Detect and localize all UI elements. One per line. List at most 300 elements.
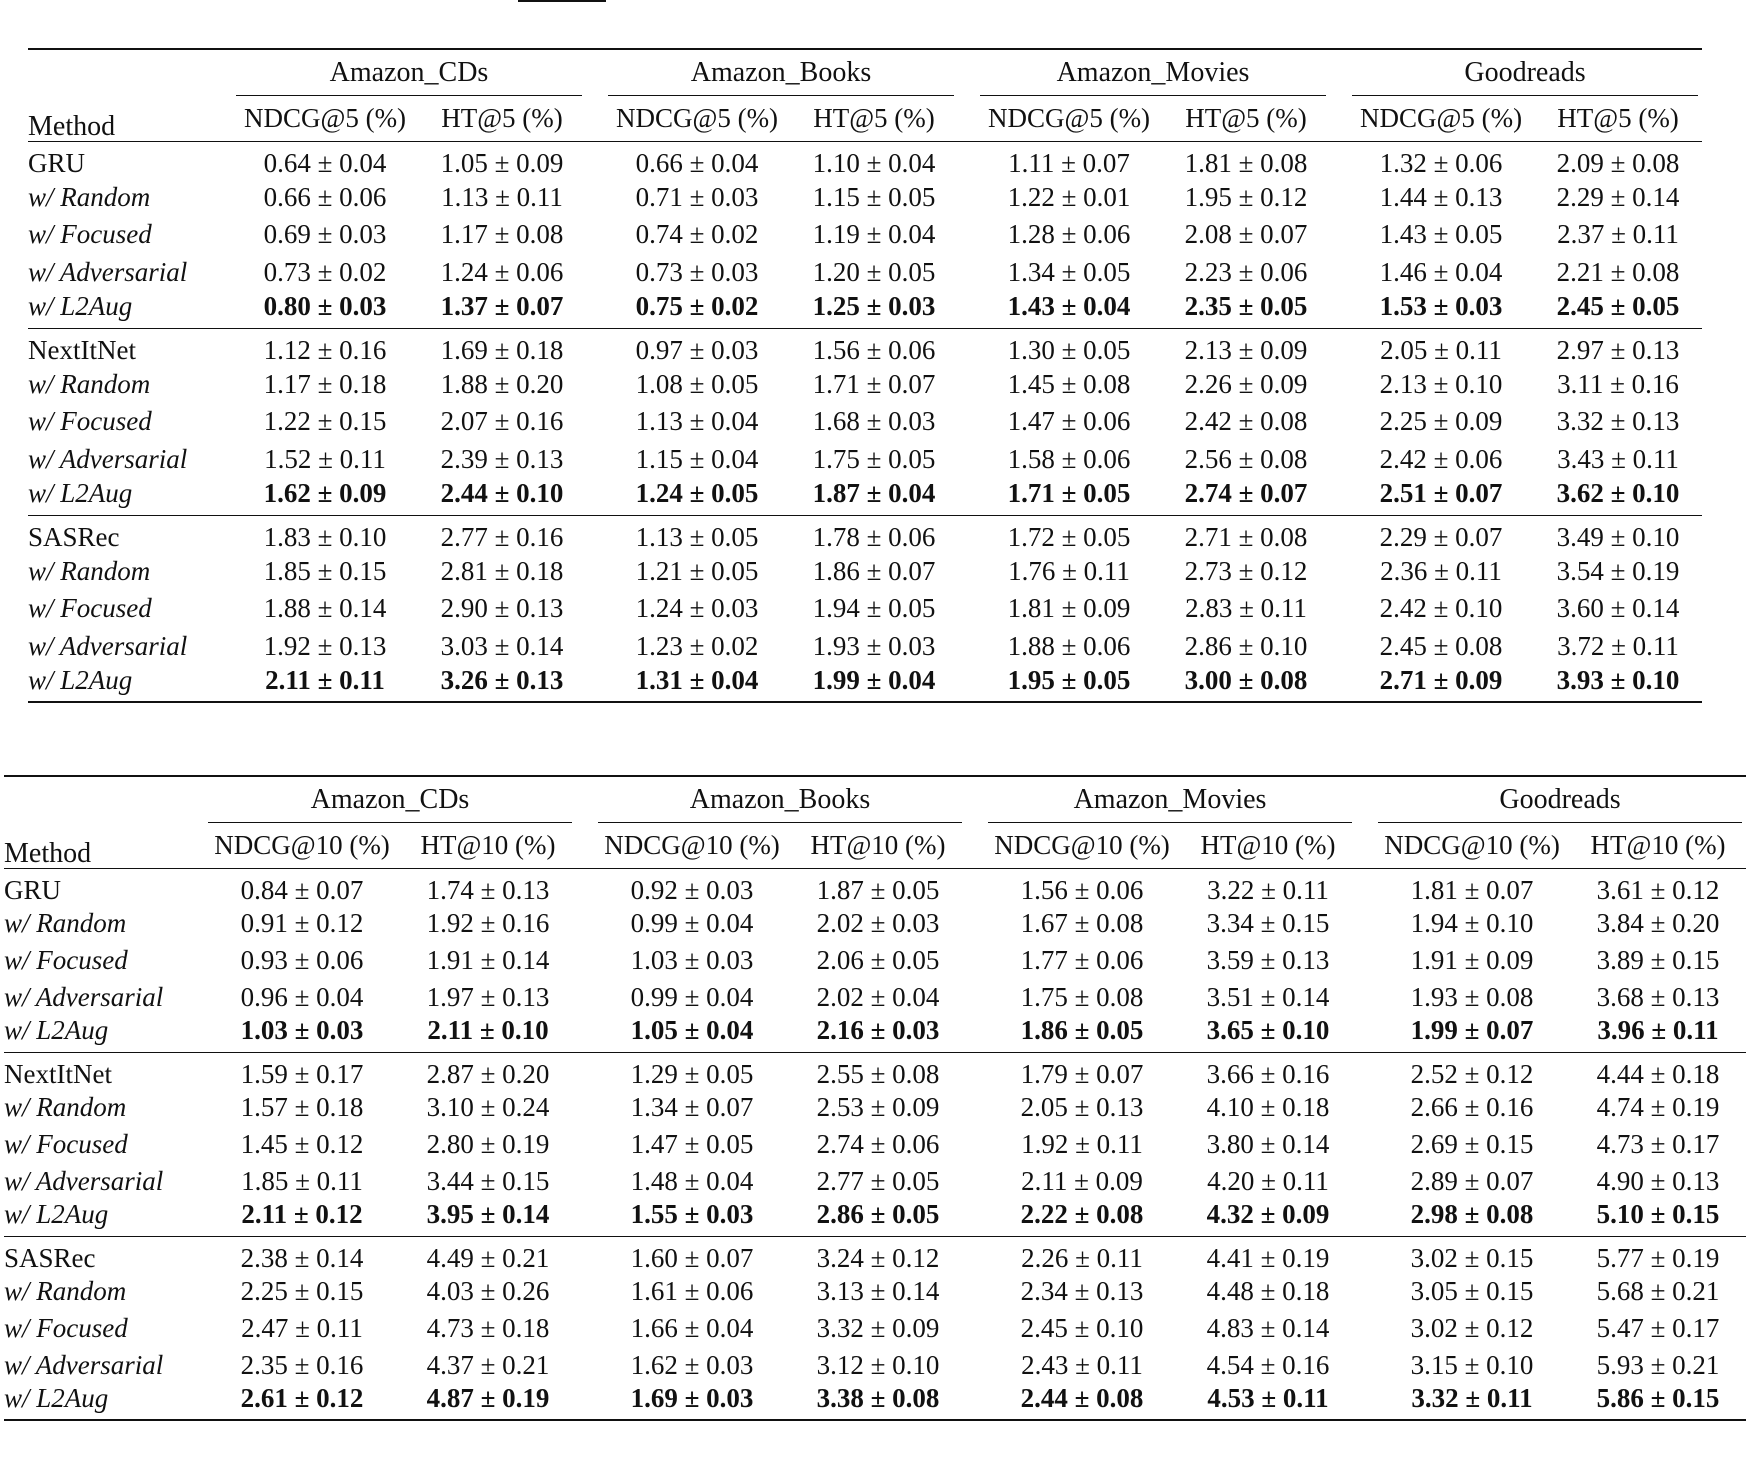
metric-value-cell: 4.41 ± 0.19: [1180, 1236, 1356, 1273]
dataset-name: Amazon_Books: [608, 59, 954, 96]
table-row: [28, 216, 1702, 253]
dataset-name: Amazon_CDs: [208, 786, 572, 823]
column-gap: [214, 96, 232, 142]
metric-value-cell: 2.45 ± 0.05: [1556, 291, 1680, 321]
column-gap: [958, 553, 976, 590]
metric-header: NDCG@10 (%): [1384, 830, 1560, 860]
metric-value-cell: 0.99 ± 0.04: [630, 981, 754, 1012]
column-gap: [586, 49, 604, 96]
metric-value-cell: 2.90 ± 0.13: [440, 593, 564, 624]
metric-value-cell: 2.42 ± 0.10: [1379, 593, 1503, 624]
metric-value-cell: 3.13 ± 0.14: [816, 1276, 940, 1307]
metric-value-cell: 1.24 ± 0.05: [635, 477, 759, 508]
column-gap: [958, 254, 976, 291]
table-row: [28, 590, 1702, 627]
column-gap: [1330, 291, 1348, 328]
metric-value-cell: 1.12 ± 0.16: [232, 328, 418, 365]
method-column-header: Method: [28, 49, 214, 142]
metric-value-cell: 2.23 ± 0.06: [1184, 256, 1308, 287]
metric-value-cell: 1.61 ± 0.06: [630, 1276, 754, 1307]
metric-value-cell: 2.53 ± 0.09: [816, 1092, 940, 1123]
column-gap: [586, 179, 604, 216]
column-gap: [576, 905, 594, 942]
column-gap: [966, 1236, 984, 1273]
metric-value-cell: 1.55 ± 0.03: [630, 1199, 754, 1230]
metric-value-cell: 1.91 ± 0.09: [1410, 944, 1534, 975]
metric-value-cell: 1.13 ± 0.11: [441, 182, 563, 213]
metric-value-cell: 1.46 ± 0.04: [1379, 256, 1503, 287]
method-name-cell: w/ Adversarial: [4, 981, 164, 1012]
column-gap: [1330, 328, 1348, 365]
metric-value-cell: 1.45 ± 0.12: [240, 1128, 364, 1159]
metric-value-cell: 4.73 ± 0.18: [426, 1312, 550, 1343]
metric-value-cell: 2.02 ± 0.04: [816, 981, 940, 1012]
metric-value-cell: 1.93 ± 0.03: [812, 630, 936, 661]
metric-value-cell: 2.42 ± 0.08: [1184, 406, 1308, 437]
metric-value-cell: 2.34 ± 0.13: [1020, 1276, 1144, 1307]
method-name-cell: w/ Random: [28, 555, 151, 586]
column-gap: [186, 1052, 204, 1089]
metric-value-cell: 2.66 ± 0.16: [1410, 1092, 1534, 1123]
metric-value-cell: 3.61 ± 0.12: [1570, 869, 1746, 906]
table-row: [28, 478, 1702, 515]
metric-value-cell: 3.80 ± 0.14: [1206, 1128, 1330, 1159]
dataset-header-row: [4, 776, 1746, 823]
metric-header: NDCG@5 (%): [987, 103, 1151, 133]
metric-value-cell: 0.73 ± 0.02: [263, 256, 387, 287]
table-row: [28, 553, 1702, 590]
dataset-name: Amazon_CDs: [236, 59, 582, 96]
metric-value-cell: 4.32 ± 0.09: [1206, 1199, 1330, 1230]
column-gap: [1330, 49, 1348, 96]
metric-value-cell: 1.81 ± 0.08: [1162, 142, 1330, 179]
table-row: [28, 291, 1702, 328]
metric-value-cell: 4.73 ± 0.17: [1596, 1128, 1720, 1159]
column-gap: [966, 1384, 984, 1421]
table-row: [4, 1089, 1746, 1126]
table-row: [4, 942, 1746, 979]
metric-value-cell: 4.44 ± 0.18: [1570, 1052, 1746, 1089]
metric-value-cell: 3.38 ± 0.08: [790, 1384, 966, 1421]
metric-header: NDCG@10 (%): [994, 830, 1170, 860]
column-gap: [214, 553, 232, 590]
column-gap: [1330, 665, 1348, 702]
metric-header-row: [28, 96, 1702, 142]
table-row: [28, 441, 1702, 478]
dataset-header-amazon-movies: [976, 49, 1330, 96]
metric-value-cell: 1.30 ± 0.05: [976, 328, 1162, 365]
metric-value-cell: 2.45 ± 0.10: [1020, 1312, 1144, 1343]
column-gap: [186, 869, 204, 906]
metric-value-cell: 3.11 ± 0.16: [1557, 369, 1679, 400]
metric-value-cell: 2.47 ± 0.11: [241, 1312, 363, 1343]
column-gap: [958, 515, 976, 552]
column-gap: [186, 1200, 204, 1237]
metric-value-cell: 2.86 ± 0.05: [816, 1199, 940, 1230]
metric-value-cell: 1.94 ± 0.05: [812, 593, 936, 624]
table-row: [28, 366, 1702, 403]
metric-value-cell: 2.25 ± 0.15: [240, 1276, 364, 1307]
column-gap: [958, 628, 976, 665]
column-gap: [586, 590, 604, 627]
metric-value-cell: 2.11 ± 0.12: [241, 1199, 363, 1230]
metric-value-cell: 1.99 ± 0.04: [790, 665, 958, 702]
column-gap: [966, 1163, 984, 1200]
column-gap: [1356, 1347, 1374, 1384]
metric-value-cell: 1.17 ± 0.08: [440, 219, 564, 250]
column-gap: [1356, 823, 1374, 869]
metric-value-cell: 3.59 ± 0.13: [1206, 944, 1330, 975]
metric-value-cell: 2.74 ± 0.07: [1184, 477, 1308, 508]
table-row: [4, 1016, 1746, 1053]
metric-value-cell: 3.51 ± 0.14: [1206, 981, 1330, 1012]
column-gap: [576, 1126, 594, 1163]
metric-value-cell: 1.21 ± 0.05: [635, 555, 759, 586]
metric-header: NDCG@5 (%): [243, 103, 407, 133]
column-gap: [1330, 553, 1348, 590]
method-name-cell: NextItNet: [28, 328, 214, 365]
column-gap: [576, 1384, 594, 1421]
metric-value-cell: 0.92 ± 0.03: [594, 869, 790, 906]
metric-value-cell: 1.58 ± 0.06: [1007, 443, 1131, 474]
metric-value-cell: 1.83 ± 0.10: [232, 515, 418, 552]
column-gap: [186, 1384, 204, 1421]
column-gap: [214, 49, 232, 96]
metric-value-cell: 0.80 ± 0.03: [263, 291, 387, 321]
column-gap: [186, 1347, 204, 1384]
metric-value-cell: 1.57 ± 0.18: [240, 1092, 364, 1123]
metric-value-cell: 2.09 ± 0.08: [1534, 142, 1702, 179]
table-row: [4, 1163, 1746, 1200]
metric-value-cell: 1.24 ± 0.03: [635, 593, 759, 624]
metric-value-cell: 0.71 ± 0.03: [635, 182, 759, 213]
metric-value-cell: 2.52 ± 0.12: [1374, 1052, 1570, 1089]
metric-value-cell: 1.87 ± 0.05: [790, 869, 966, 906]
dataset-name: Amazon_Movies: [988, 786, 1352, 823]
table-row: [4, 1052, 1746, 1089]
metric-value-cell: 1.11 ± 0.07: [976, 142, 1162, 179]
column-gap: [586, 403, 604, 440]
metric-value-cell: 2.61 ± 0.12: [204, 1384, 400, 1421]
metric-value-cell: 1.13 ± 0.05: [604, 515, 790, 552]
column-gap: [1330, 590, 1348, 627]
method-name-cell: GRU: [28, 142, 214, 179]
metric-value-cell: 1.91 ± 0.14: [426, 944, 550, 975]
metric-value-cell: 1.67 ± 0.08: [1020, 908, 1144, 939]
column-gap: [1330, 142, 1348, 179]
metric-value-cell: 2.13 ± 0.09: [1162, 328, 1330, 365]
column-gap: [1356, 1052, 1374, 1089]
metric-value-cell: 1.22 ± 0.01: [1007, 182, 1131, 213]
column-gap: [966, 905, 984, 942]
table-row: [4, 1384, 1746, 1421]
metric-value-cell: 2.11 ± 0.11: [232, 665, 418, 702]
metric-header: NDCG@5 (%): [615, 103, 779, 133]
column-gap: [586, 441, 604, 478]
method-name-cell: w/ L2Aug: [4, 1199, 109, 1230]
metric-value-cell: 1.81 ± 0.09: [1007, 593, 1131, 624]
metric-value-cell: 1.92 ± 0.16: [426, 908, 550, 939]
column-gap: [576, 776, 594, 823]
metric-value-cell: 3.34 ± 0.15: [1206, 908, 1330, 939]
metric-value-cell: 1.75 ± 0.08: [1020, 981, 1144, 1012]
metric-value-cell: 2.35 ± 0.16: [240, 1349, 364, 1380]
metric-value-cell: 2.87 ± 0.20: [400, 1052, 576, 1089]
dataset-name: Goodreads: [1378, 786, 1742, 823]
table-row: [28, 142, 1702, 179]
column-gap: [1330, 254, 1348, 291]
metric-value-cell: 1.28 ± 0.06: [1007, 219, 1131, 250]
metric-header: HT@5 (%): [441, 103, 563, 133]
column-gap: [576, 1163, 594, 1200]
column-gap: [214, 590, 232, 627]
metric-value-cell: 1.29 ± 0.05: [594, 1052, 790, 1089]
metric-value-cell: 1.25 ± 0.03: [812, 291, 936, 321]
table-row: [28, 665, 1702, 702]
method-name-cell: w/ Adversarial: [28, 256, 188, 287]
metric-value-cell: 2.37 ± 0.11: [1557, 219, 1679, 250]
metric-value-cell: 1.81 ± 0.07: [1374, 869, 1570, 906]
dataset-header-amazon-books: [594, 776, 966, 823]
metric-value-cell: 2.44 ± 0.08: [984, 1384, 1180, 1421]
metric-value-cell: 1.85 ± 0.11: [241, 1165, 363, 1196]
metric-value-cell: 5.10 ± 0.15: [1596, 1199, 1720, 1230]
metric-value-cell: 1.47 ± 0.05: [630, 1128, 754, 1159]
metric-value-cell: 2.02 ± 0.03: [816, 908, 940, 939]
column-gap: [1356, 1089, 1374, 1126]
metric-value-cell: 2.71 ± 0.08: [1162, 515, 1330, 552]
column-gap: [214, 142, 232, 179]
column-gap: [186, 1126, 204, 1163]
metric-value-cell: 3.26 ± 0.13: [418, 665, 586, 702]
column-gap: [958, 291, 976, 328]
column-gap: [586, 553, 604, 590]
column-gap: [958, 328, 976, 365]
column-gap: [186, 979, 204, 1016]
metric-value-cell: 1.53 ± 0.03: [1379, 291, 1503, 321]
metric-value-cell: 2.22 ± 0.08: [1020, 1199, 1144, 1230]
metric-value-cell: 0.64 ± 0.04: [232, 142, 418, 179]
results-table-at-5: [28, 48, 1702, 703]
column-gap: [214, 441, 232, 478]
metric-value-cell: 1.86 ± 0.05: [1020, 1015, 1144, 1046]
metric-value-cell: 1.44 ± 0.13: [1379, 182, 1503, 213]
method-name-cell: w/ Focused: [4, 1128, 128, 1159]
column-gap: [1356, 1384, 1374, 1421]
metric-value-cell: 4.54 ± 0.16: [1206, 1349, 1330, 1380]
column-gap: [214, 366, 232, 403]
column-gap: [1330, 478, 1348, 515]
column-gap: [1356, 1016, 1374, 1053]
column-gap: [1356, 1273, 1374, 1310]
column-gap: [186, 1310, 204, 1347]
metric-value-cell: 2.39 ± 0.13: [440, 443, 564, 474]
method-name-cell: w/ Adversarial: [28, 630, 188, 661]
metric-value-cell: 4.10 ± 0.18: [1206, 1092, 1330, 1123]
metric-value-cell: 3.54 ± 0.19: [1556, 555, 1680, 586]
method-name-cell: w/ L2Aug: [28, 477, 133, 508]
dataset-header-goodreads: [1374, 776, 1746, 823]
metric-value-cell: 1.56 ± 0.06: [984, 869, 1180, 906]
metric-value-cell: 3.89 ± 0.15: [1596, 944, 1720, 975]
column-gap: [966, 1200, 984, 1237]
method-name-cell: NextItNet: [4, 1052, 186, 1089]
metric-value-cell: 3.05 ± 0.15: [1410, 1276, 1534, 1307]
metric-value-cell: 2.73 ± 0.12: [1184, 555, 1308, 586]
column-gap: [586, 478, 604, 515]
column-gap: [186, 1163, 204, 1200]
results-table-at-10: [4, 775, 1746, 1421]
table-row: [4, 1236, 1746, 1273]
column-gap: [958, 665, 976, 702]
column-gap: [966, 869, 984, 906]
metric-value-cell: 1.13 ± 0.04: [635, 406, 759, 437]
metric-value-cell: 3.65 ± 0.10: [1206, 1015, 1330, 1046]
metric-header: NDCG@5 (%): [1359, 103, 1523, 133]
metric-value-cell: 1.15 ± 0.05: [812, 182, 936, 213]
metric-value-cell: 1.34 ± 0.07: [630, 1092, 754, 1123]
metric-value-cell: 1.20 ± 0.05: [812, 256, 936, 287]
column-gap: [1356, 1126, 1374, 1163]
column-gap: [214, 254, 232, 291]
column-gap: [586, 216, 604, 253]
metric-value-cell: 3.10 ± 0.24: [426, 1092, 550, 1123]
metric-value-cell: 1.94 ± 0.10: [1410, 908, 1534, 939]
metric-value-cell: 2.44 ± 0.10: [440, 477, 564, 508]
metric-value-cell: 3.49 ± 0.10: [1534, 515, 1702, 552]
column-gap: [1330, 515, 1348, 552]
metric-value-cell: 5.68 ± 0.21: [1596, 1276, 1720, 1307]
metric-value-cell: 3.60 ± 0.14: [1556, 593, 1680, 624]
metric-header: NDCG@10 (%): [214, 830, 390, 860]
dataset-header-goodreads: [1348, 49, 1702, 96]
metric-value-cell: 2.83 ± 0.11: [1185, 593, 1307, 624]
column-gap: [586, 328, 604, 365]
column-gap: [576, 869, 594, 906]
dataset-header-amazon-cds: [232, 49, 586, 96]
metric-value-cell: 2.29 ± 0.14: [1556, 182, 1680, 213]
column-gap: [1330, 441, 1348, 478]
metric-value-cell: 2.77 ± 0.05: [816, 1165, 940, 1196]
metric-value-cell: 5.93 ± 0.21: [1596, 1349, 1720, 1380]
column-gap: [966, 1016, 984, 1053]
metric-value-cell: 2.80 ± 0.19: [426, 1128, 550, 1159]
table-row: [4, 1126, 1746, 1163]
column-gap: [958, 403, 976, 440]
metric-value-cell: 1.87 ± 0.04: [812, 477, 936, 508]
metric-value-cell: 0.74 ± 0.02: [635, 219, 759, 250]
column-gap: [586, 254, 604, 291]
metric-value-cell: 2.69 ± 0.15: [1410, 1128, 1534, 1159]
metric-value-cell: 2.86 ± 0.10: [1184, 630, 1308, 661]
metric-header: HT@5 (%): [1185, 103, 1307, 133]
column-gap: [214, 291, 232, 328]
metric-value-cell: 2.36 ± 0.11: [1380, 555, 1502, 586]
method-name-cell: w/ L2Aug: [4, 1384, 186, 1421]
metric-value-cell: 0.73 ± 0.03: [635, 256, 759, 287]
column-gap: [576, 1236, 594, 1273]
metric-value-cell: 2.35 ± 0.05: [1184, 291, 1308, 321]
method-column-header: Method: [4, 776, 186, 869]
metric-value-cell: 4.20 ± 0.11: [1207, 1165, 1329, 1196]
method-name-cell: w/ Random: [28, 369, 151, 400]
metric-value-cell: 2.98 ± 0.08: [1410, 1199, 1534, 1230]
metric-value-cell: 1.47 ± 0.06: [1007, 406, 1131, 437]
column-gap: [586, 366, 604, 403]
metric-value-cell: 5.86 ± 0.15: [1570, 1384, 1746, 1421]
metric-value-cell: 2.81 ± 0.18: [440, 555, 564, 586]
metric-header: HT@10 (%): [1590, 830, 1726, 860]
metric-value-cell: 2.26 ± 0.11: [984, 1236, 1180, 1273]
metric-value-cell: 1.10 ± 0.04: [790, 142, 958, 179]
method-name-cell: SASRec: [4, 1236, 186, 1273]
table-row: [4, 1347, 1746, 1384]
metric-value-cell: 1.19 ± 0.04: [812, 219, 936, 250]
column-gap: [1356, 1200, 1374, 1237]
metric-value-cell: 2.56 ± 0.08: [1184, 443, 1308, 474]
column-gap: [576, 1200, 594, 1237]
metric-value-cell: 1.62 ± 0.03: [630, 1349, 754, 1380]
metric-value-cell: 3.02 ± 0.12: [1410, 1312, 1534, 1343]
column-gap: [958, 478, 976, 515]
metric-value-cell: 3.68 ± 0.13: [1596, 981, 1720, 1012]
metric-value-cell: 1.23 ± 0.02: [635, 630, 759, 661]
table-row: [28, 179, 1702, 216]
metric-value-cell: 1.76 ± 0.11: [1008, 555, 1130, 586]
metric-value-cell: 3.62 ± 0.10: [1556, 477, 1680, 508]
column-gap: [576, 1347, 594, 1384]
metric-header: HT@10 (%): [1200, 830, 1336, 860]
metric-header-row: [4, 823, 1746, 869]
column-gap: [576, 942, 594, 979]
column-gap: [958, 179, 976, 216]
metric-value-cell: 1.92 ± 0.11: [1021, 1128, 1143, 1159]
metric-value-cell: 2.05 ± 0.13: [1020, 1092, 1144, 1123]
metric-value-cell: 2.08 ± 0.07: [1184, 219, 1308, 250]
table-row: [4, 869, 1746, 906]
metric-value-cell: 1.68 ± 0.03: [812, 406, 936, 437]
column-gap: [576, 823, 594, 869]
column-gap: [966, 776, 984, 823]
column-gap: [186, 1089, 204, 1126]
column-gap: [186, 1016, 204, 1053]
column-gap: [1356, 905, 1374, 942]
method-name-cell: w/ Random: [28, 182, 151, 213]
metric-value-cell: 1.88 ± 0.20: [440, 369, 564, 400]
metric-header: HT@5 (%): [1557, 103, 1679, 133]
top-rule-fragment: [518, 0, 606, 2]
metric-value-cell: 0.69 ± 0.03: [263, 219, 387, 250]
column-gap: [576, 1273, 594, 1310]
column-gap: [966, 1089, 984, 1126]
metric-value-cell: 3.93 ± 0.10: [1534, 665, 1702, 702]
column-gap: [186, 1273, 204, 1310]
metric-value-cell: 2.71 ± 0.09: [1348, 665, 1534, 702]
column-gap: [1356, 1236, 1374, 1273]
metric-value-cell: 1.88 ± 0.06: [1007, 630, 1131, 661]
metric-value-cell: 3.32 ± 0.11: [1374, 1384, 1570, 1421]
metric-value-cell: 1.45 ± 0.08: [1007, 369, 1131, 400]
method-name-cell: w/ L2Aug: [28, 291, 133, 321]
metric-value-cell: 1.24 ± 0.06: [440, 256, 564, 287]
metric-value-cell: 0.84 ± 0.07: [204, 869, 400, 906]
metric-value-cell: 2.29 ± 0.07: [1348, 515, 1534, 552]
table-row: [4, 1310, 1746, 1347]
metric-value-cell: 2.51 ± 0.07: [1379, 477, 1503, 508]
column-gap: [1330, 628, 1348, 665]
table-row: [28, 254, 1702, 291]
column-gap: [214, 478, 232, 515]
